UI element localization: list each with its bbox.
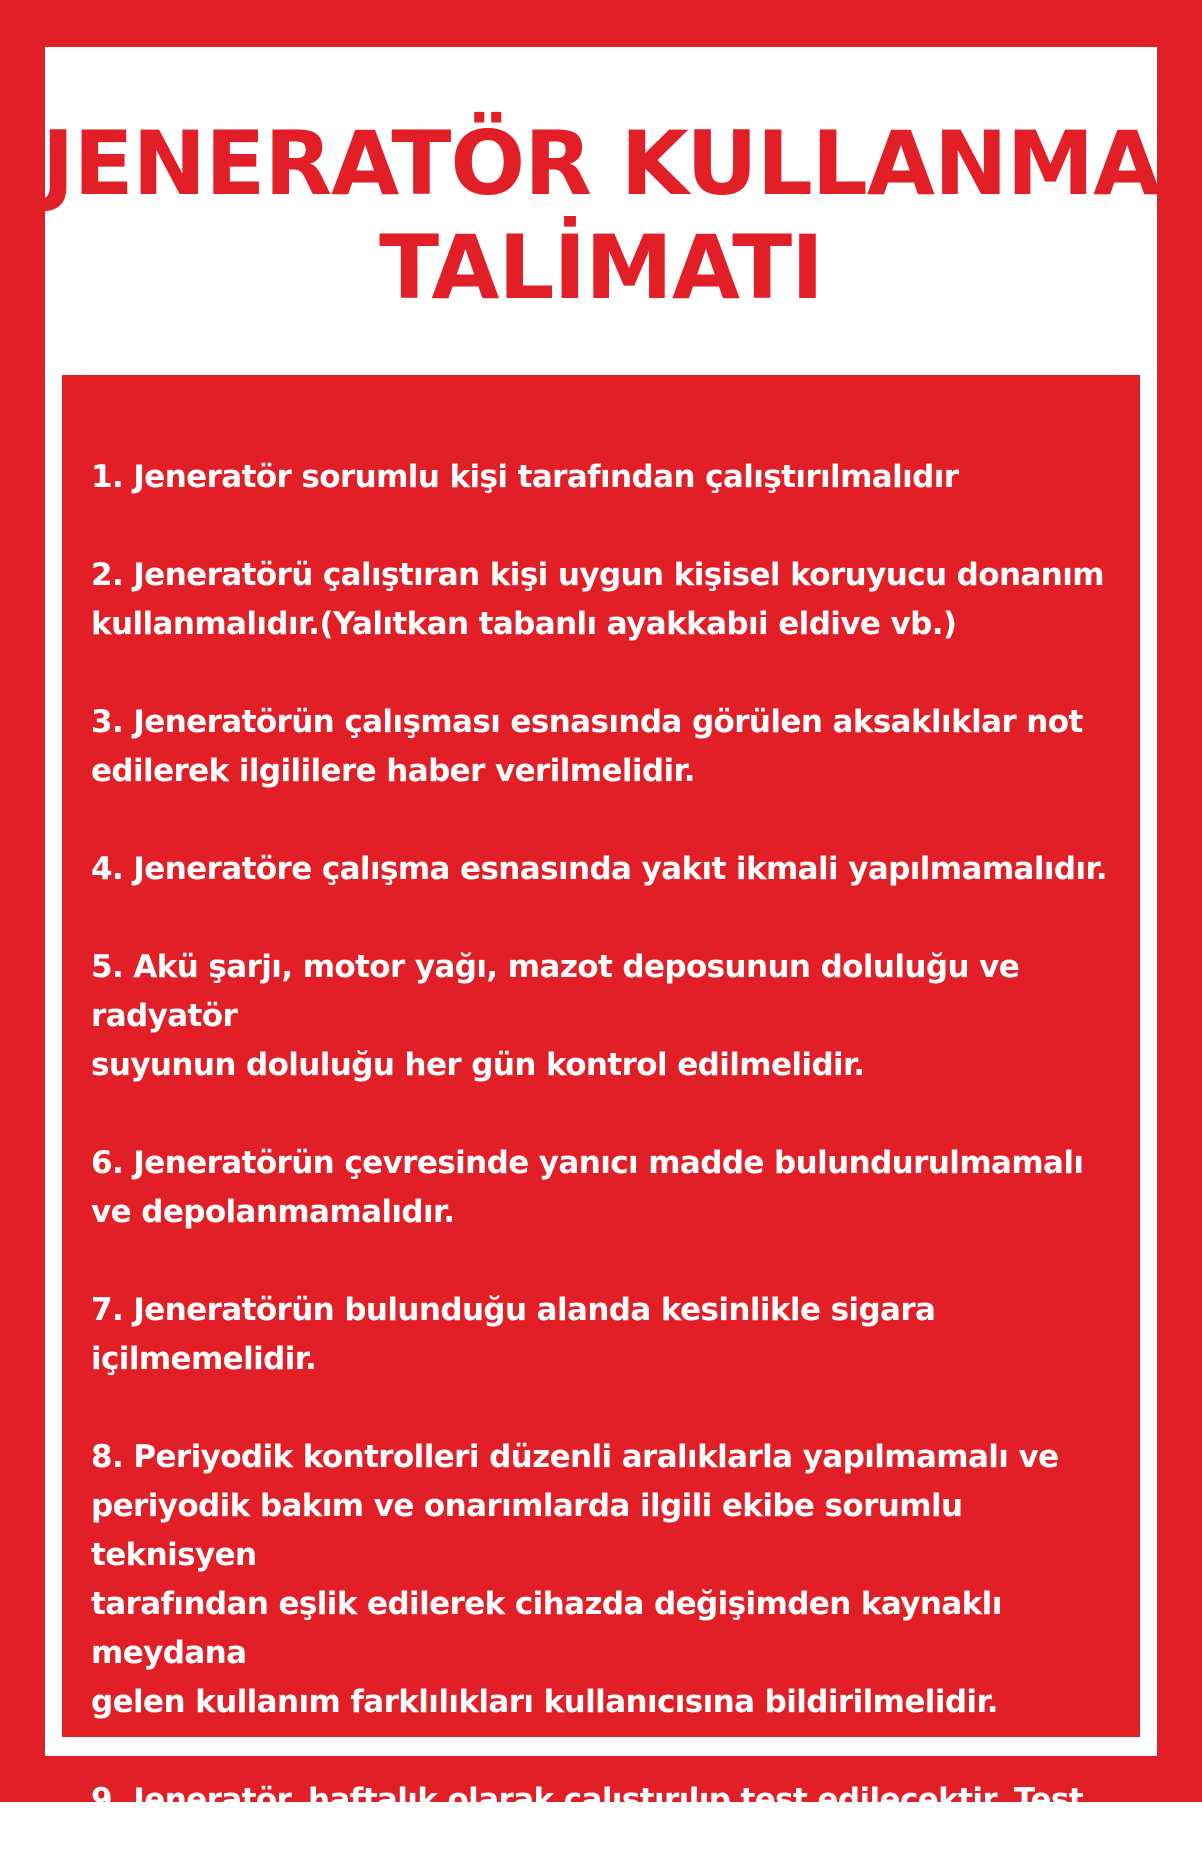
rule-item-2: 2. Jeneratörü çalıştıran kişi uygun kişisel koruyucu donanım kullanmalıdır.(Yalıtkan tabanlı ayakkabıi eldive vb.) xyxy=(91,557,1104,642)
rule-item-4: 4. Jeneratöre çalışma esnasında yakıt ikmali yapılmamalıdır. xyxy=(91,851,1107,887)
rule-item-9: 9. Jeneratör, haftalık olarak çalıştırılıp test edilecektir. Test sonrasında cihaz, otomatik modda bırakılacaktır. xyxy=(91,1782,1083,1867)
rule-item-8: 8. Periyodik kontrolleri düzenli aralıklarla yapılmamalı ve periyodik bakım ve onarımlarda ilgili ekibe sorumlu teknisyen tarafından eşlik edilerek cihazda değişimden kaynaklı meydana gelen kullanım farklılıkları kullanıcısına bildirilmelidir. xyxy=(91,1439,1059,1720)
sign-title-line-2: TALİMATI xyxy=(379,216,823,319)
sign-title-line-1: JENERATÖR KULLANMA xyxy=(41,112,1161,215)
sign-title xyxy=(0,112,1202,320)
rule-item-7: 7. Jeneratörün bulunduğu alanda kesinlikle sigara içilmemelidir. xyxy=(91,1292,936,1377)
rule-item-3: 3. Jeneratörün çalışması esnasında görülen aksaklıklar not edilerek ilgililere haber verilmelidir. xyxy=(91,704,1083,789)
rule-item-1: 1. Jeneratör sorumlu kişi tarafından çalıştırılmalıdır xyxy=(91,459,959,495)
rule-item-5: 5. Akü şarjı, motor yağı, mazot deposunun doluluğu ve radyatör suyunun doluluğu her gün kontrol edilmelidir. xyxy=(91,949,1020,1083)
rule-item-6: 6. Jeneratörün çevresinde yanıcı madde bulundurulmamalı ve depolanmamalıdır. xyxy=(91,1145,1084,1230)
rules-list xyxy=(91,453,1131,1874)
